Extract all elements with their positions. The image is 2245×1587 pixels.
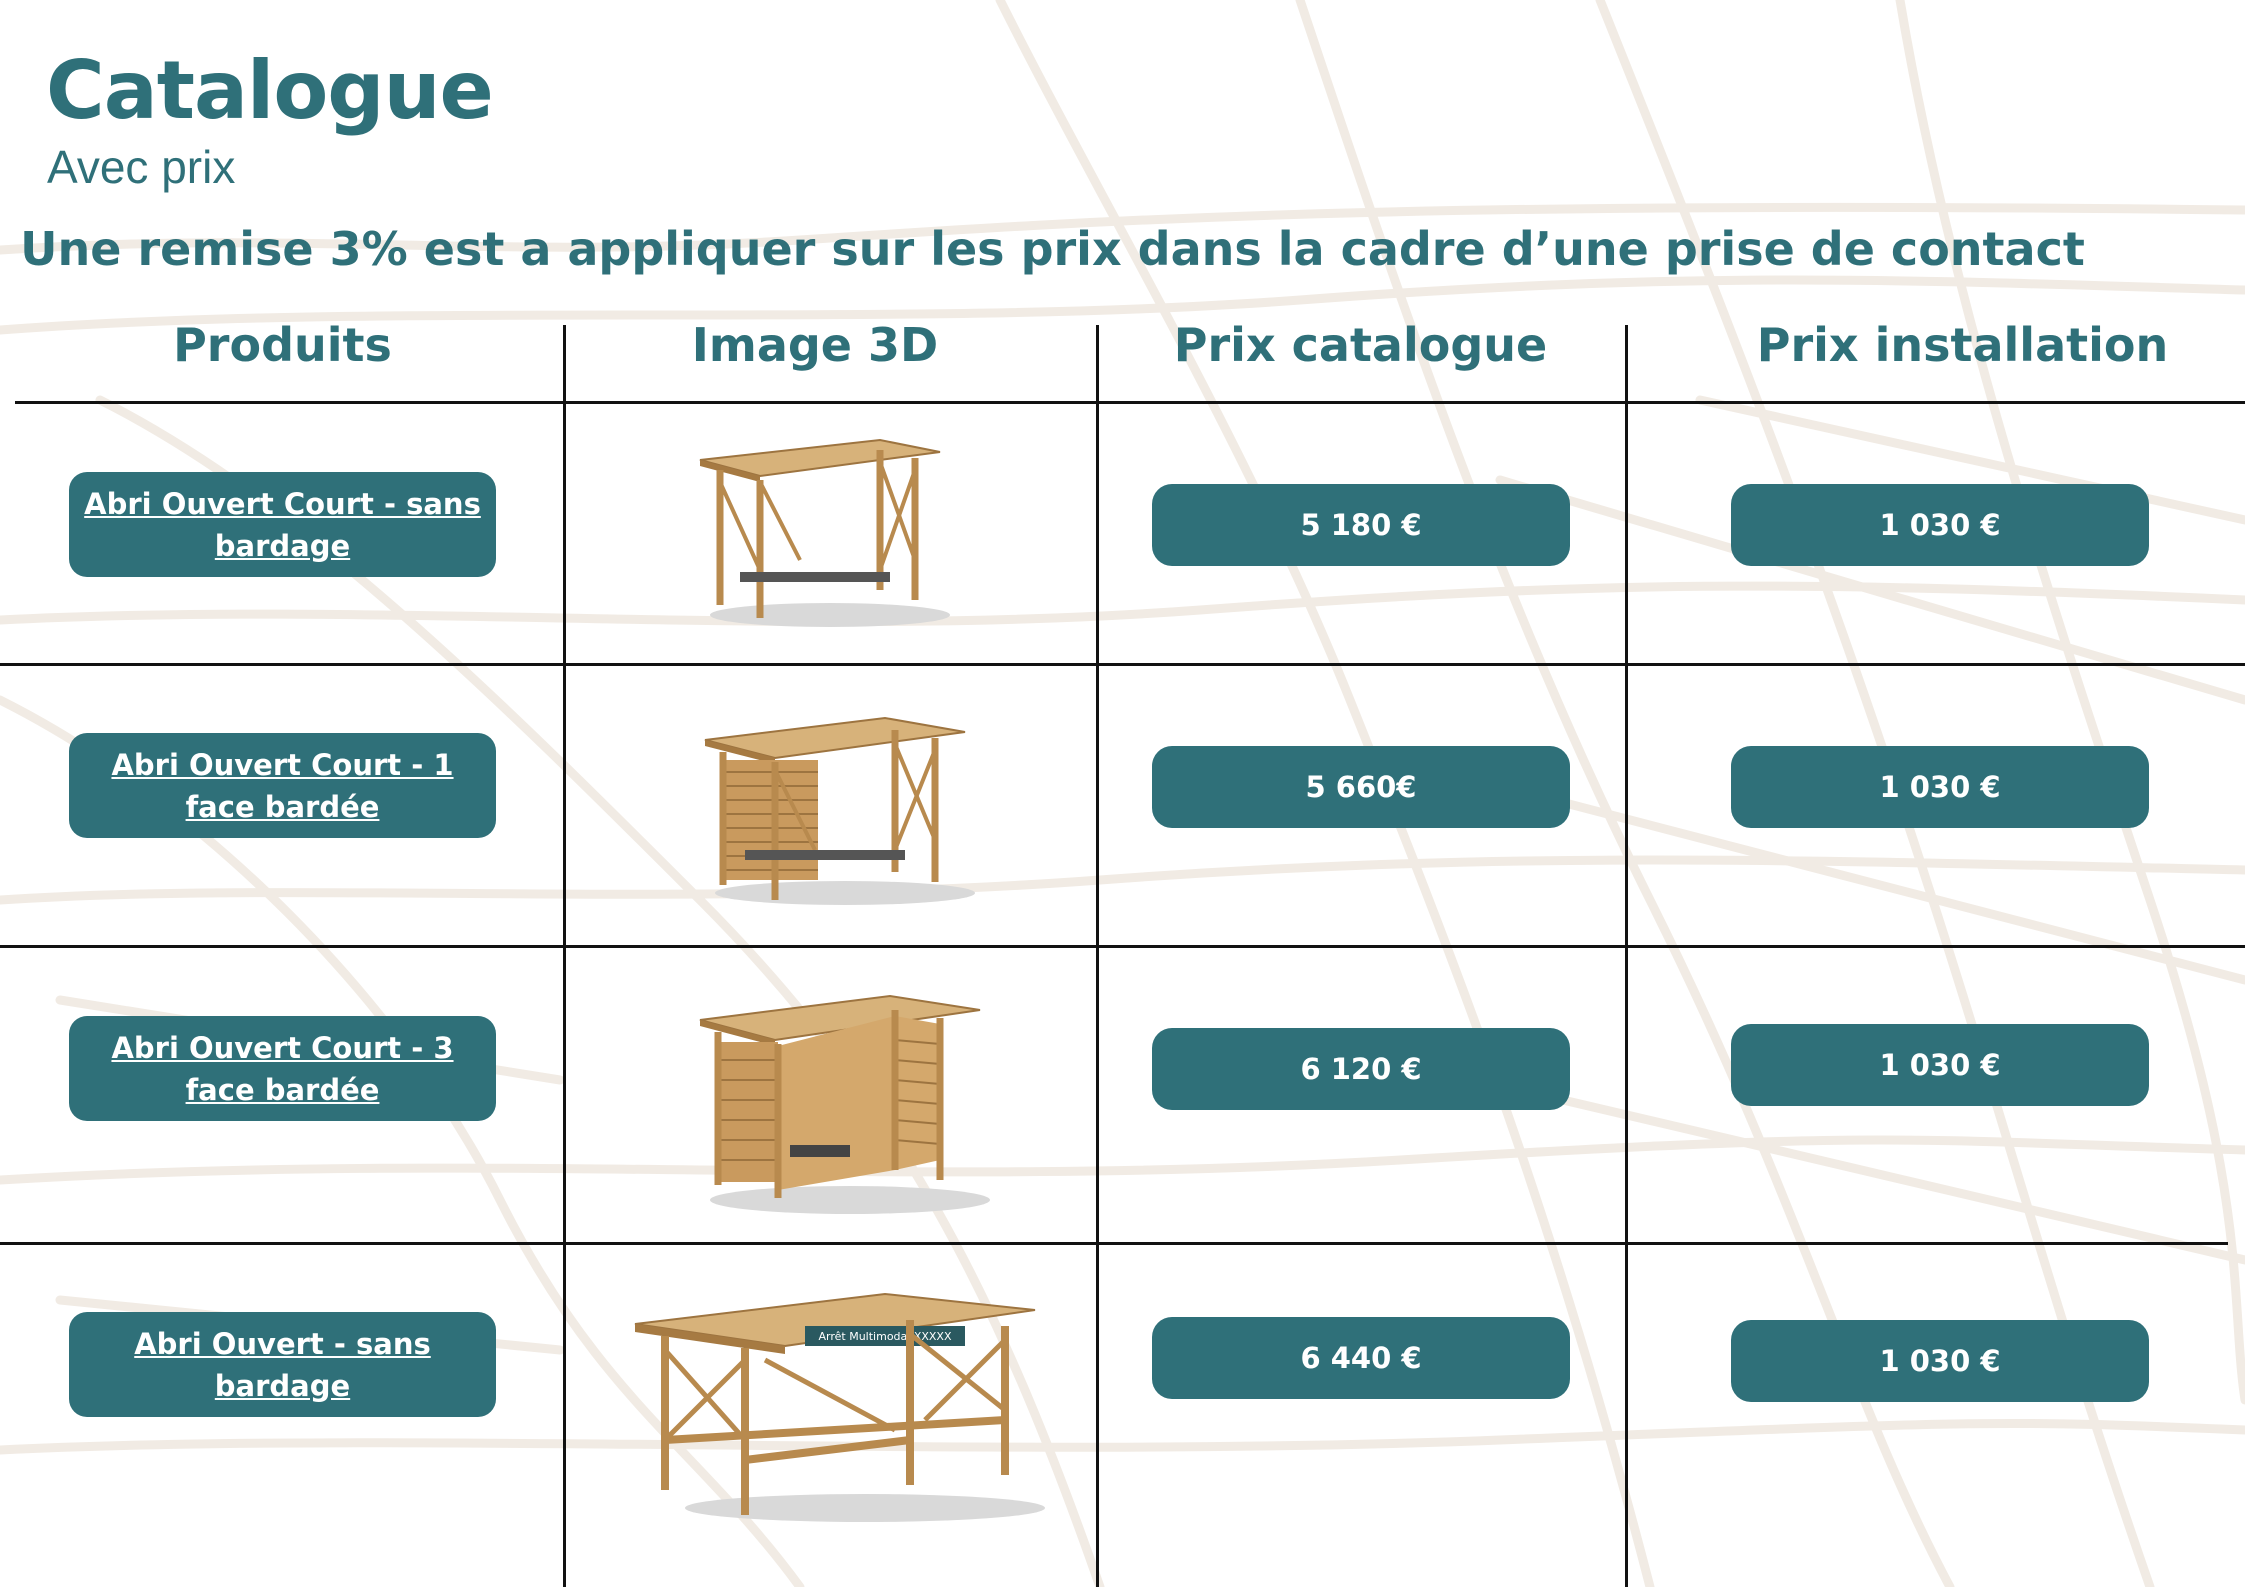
installation-price-button[interactable]: 1 030 € [1731, 1024, 2149, 1106]
installation-price-button[interactable]: 1 030 € [1731, 1320, 2149, 1402]
row-divider [0, 1242, 2228, 1245]
discount-notice: Une remise 3% est a appliquer sur les prix dans la cadre d’une prise de contact [20, 222, 2085, 276]
product-link-abri-ouvert-sans-bardage[interactable]: Abri Ouvert - sans bardage [69, 1312, 496, 1417]
product-link-abri-ouvert-court-3-face[interactable]: Abri Ouvert Court - 3 face bardée [69, 1016, 496, 1121]
row-divider [0, 945, 2245, 948]
column-divider [1625, 325, 1628, 1587]
column-header-installation-price: Prix installation [1756, 318, 2169, 372]
installation-price-button[interactable]: 1 030 € [1731, 746, 2149, 828]
shelter-sign-text: Arrêt Multimodal XXXXX [818, 1330, 952, 1343]
page-subtitle: Avec prix [47, 141, 236, 193]
shelter-3d-image [685, 700, 1005, 910]
column-header-products: Produits [173, 318, 392, 372]
column-divider [1096, 325, 1099, 1587]
row-divider [0, 663, 2245, 666]
catalogue-price-button[interactable]: 6 120 € [1152, 1028, 1570, 1110]
column-header-image: Image 3D [691, 318, 939, 372]
catalogue-price-button[interactable]: 6 440 € [1152, 1317, 1570, 1399]
catalogue-price-button[interactable]: 5 660€ [1152, 746, 1570, 828]
column-divider [563, 325, 566, 1587]
catalogue-price-button[interactable]: 5 180 € [1152, 484, 1570, 566]
table-header-divider [15, 401, 2245, 404]
shelter-3d-image [680, 420, 960, 630]
shelter-3d-image [625, 1290, 1065, 1530]
product-link-abri-ouvert-court-sans-bardage[interactable]: Abri Ouvert Court - sans bardage [69, 472, 496, 577]
column-header-catalogue-price: Prix catalogue [1173, 318, 1548, 372]
page-title: Catalogue [46, 44, 493, 137]
installation-price-button[interactable]: 1 030 € [1731, 484, 2149, 566]
product-link-abri-ouvert-court-1-face[interactable]: Abri Ouvert Court - 1 face bardée [69, 733, 496, 838]
shelter-3d-image [680, 980, 1020, 1220]
